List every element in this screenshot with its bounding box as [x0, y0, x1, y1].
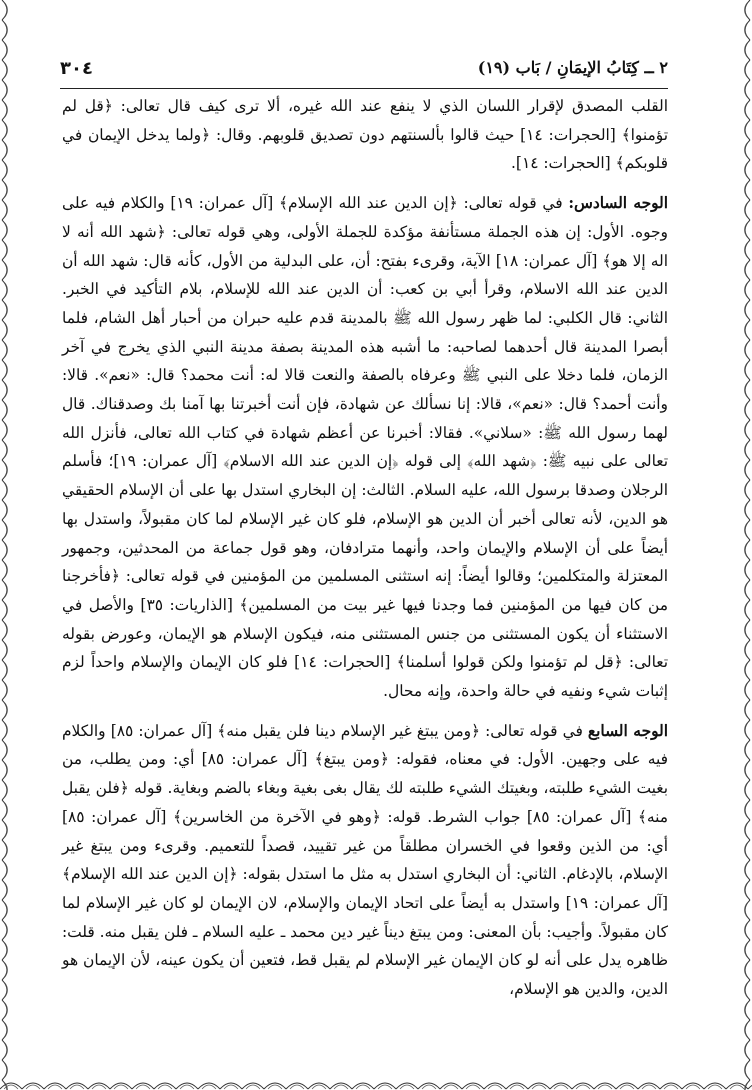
running-title: ٢ ــ كِتَابُ الإيمَانِ / بَاب (١٩): [477, 58, 668, 77]
page-header: [60, 56, 668, 86]
paragraph-text: القلب المصدق لإقرار اللسان الذي لا ينفع عند الله غيره، ألا ترى كيف قال تعالى: ﴿قل لم تؤمنوا﴾ [الحجرات: ١٤] حيث قالوا بألسنتهم دون تصديق قلوبهم. وقال: ﴿ولما يدخل الإيمان في قلوبكم﴾ [الحجرات: ١٤].: [62, 97, 668, 173]
header-rule: [60, 88, 668, 89]
body-text: [62, 92, 668, 1004]
paragraph-3: [62, 717, 668, 1004]
paragraph-text: في قوله تعالى: ﴿إن الدين عند الله الإسلام﴾ [آل عمران: ١٩] والكلام فيه على وجوه. الأول: إن هذه الجملة مستأنفة مؤكدة للجملة الأولى، وهي قوله تعالى: ﴿شهد الله أنه لا اله إلا هو﴾ [آل عمران: ١٨] الآية، وقرىء بفتح: أن، على البدلية من الأول، كأنه قال: شهد الله أن الدين عند الله الاسلام، وقرأ أبي بن كعب: أن الدين عند الله للإسلام، بلام التأكيد في الخبر. الثاني: قال الكلبي: لما ظهر رسول الله ﷺ بالمدينة قدم عليه حبران من أحبار أهل الشام، فلما أبصرا المدينة قال أحدهما لصاحبه: ما أشبه هذه المدينة بصفة مدينة النبي الذي يخرج في آخر الزمان، فلما دخلا على النبي ﷺ وعرفاه بالصفة والنعت قالا له: أنت محمد؟ قال: «نعم». قالا: وأنت أحمد؟ قال: «نعم»، قالا: إنا نسألك عن شهادة، فإن أنت أخبرتنا بها آمنا بك وصدقناك. قال لهما رسول الله ﷺ: «سلاني». فقالا: أخبرنا عن أعظم شهادة في كتاب الله تعالى، فأنزل الله تعالى على نبيه ﷺ: ﴿شهد الله﴾ إلى قوله ﴿إن الدين عند الله الاسلام﴾ [آل عمران: ١٩]؛ فأسلم الرجلان وصدقا برسول الله، عليه السلام. الثالث: إن البخاري استدل بها على أن الإسلام الحقيقي هو الدين، لأنه تعالى أخبر أن الدين هو الإسلام، فلو كان غير الإسلام لما كان مقبولاً، واستدل بها أيضاً على أن الإسلام والإيمان واحد، وأنهما مترادفان، وهو قول جماعة من المحدثين، وجمهور المعتزلة والمتكلمين؛ وقالوا أيضاً: إنه استثنى المسلمين من المؤمنين في قوله تعالى: ﴿فأخرجنا من كان فيها من المؤمنين فما وجدنا فيها غير بيت من المسلمين﴾ [الذاريات: ٣٥] والأصل في الاستثناء أن يكون المستثنى من جنس المستثنى منه، فيكون الإسلام هو الإيمان، وعورض بقوله تعالى: ﴿قل لم تؤمنوا ولكن قولوا أسلمنا﴾ [الحجرات: ١٤] فلو كان الإيمان والإسلام واحداً لزم إثبات شيء ونفيه في حالة واحدة، وإنه محال.: [62, 194, 669, 701]
bottom-ornamental-border: [0, 1076, 752, 1090]
paragraph-2: [62, 189, 668, 706]
section-lead-sixth: الوجه السادس:: [568, 194, 669, 213]
section-lead-seventh: الوجه السابع: [587, 721, 668, 740]
paragraph-text: في قوله تعالى: ﴿ومن يبتغ غير الإسلام دينا فلن يقبل منه﴾ [آل عمران: ٨٥] والكلام فيه على وجهين. الأول: في معناه، فقوله: ﴿ومن يبتغ﴾ [آل عمران: ٨٥] أي: ومن يطلب، من بغيت الشيء طلبته، وبغيتك الشيء طلبته لك يقال بغى بغية وبغاء بالضم وبغاية. قوله ﴿فلن يقبل منه﴾ [آل عمران: ٨٥] جواب الشرط. قوله: ﴿وهو في الآخرة من الخاسرين﴾ [آل عمران: ٨٥] أي: من الذين وقعوا في الخسران مطلقاً من غير تقييد، قصداً للتعميم. وقرىء ومن يبتغ غير الإسلام، بالإدغام. الثاني: أن البخاري استدل به مثل ما استدل بقوله: ﴿إن الدين عند الله الإسلام﴾ [آل عمران: ١٩] واستدل به أيضاً على اتحاد الإيمان والإسلام، لان الإيمان لو كان غير الإسلام لما كان مقبولاً. وأجيب: بأن المعنى: ومن يبتغ ديناً غير دين محمد ـ عليه السلام ـ فلن يقبل منه. قلت: ظاهره يدل على أنه لو كان الإيمان غير الإسلام لم يقبل قط، فتعين أن يكون عينه، لأن الإيمان هو الدين، والدين هو الإسلام،: [62, 721, 669, 999]
page-number: ٣٠٤: [60, 58, 93, 79]
paragraph-1: [62, 92, 668, 178]
right-ornamental-border: [736, 0, 752, 1090]
left-ornamental-border: [0, 0, 16, 1090]
